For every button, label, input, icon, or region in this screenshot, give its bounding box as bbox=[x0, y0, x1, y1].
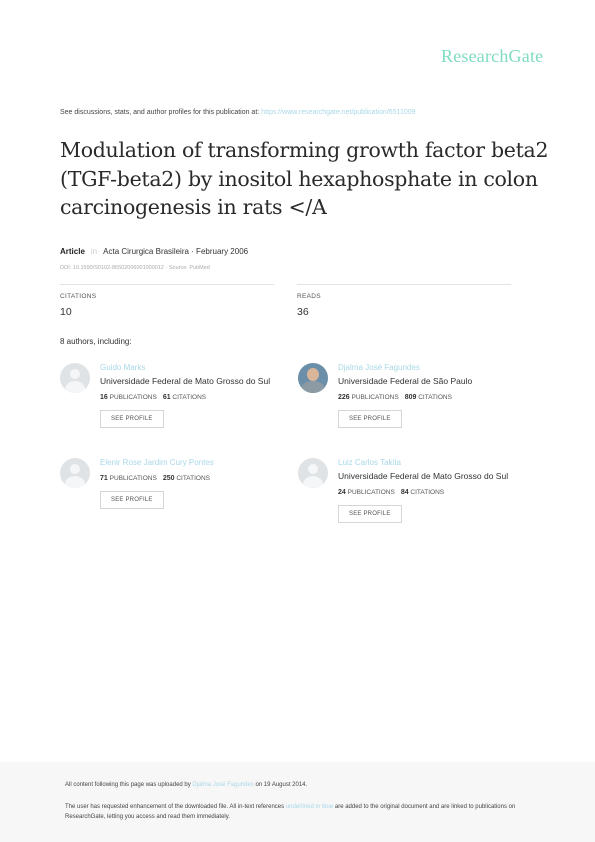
author-counts bbox=[100, 475, 214, 482]
reads-value: 36 bbox=[297, 306, 309, 318]
citations-count: 84 bbox=[400, 489, 409, 496]
publications-count: 16 bbox=[100, 394, 108, 401]
publications-count: 24 bbox=[338, 489, 346, 496]
enhancement-notice-pre: The user has requested enhancement of the downloaded file. All in-text references bbox=[65, 804, 286, 810]
see-profile-button[interactable]: SEE PROFILE bbox=[100, 491, 164, 509]
avatar-placeholder-icon[interactable] bbox=[60, 363, 90, 393]
see-profile-button[interactable]: SEE PROFILE bbox=[338, 410, 402, 428]
publication-url-link[interactable]: https://www.researchgate.net/publication/6511009 bbox=[261, 109, 416, 116]
discussions-text: See discussions, stats, and author profiles for this publication at: bbox=[60, 109, 262, 116]
upload-notice-post: on 19 August 2014. bbox=[253, 782, 308, 788]
underlined-in-blue-link[interactable]: underlined in blue bbox=[285, 804, 334, 810]
citations-label: CITATIONS bbox=[176, 475, 211, 482]
reads-stat bbox=[297, 284, 511, 318]
citations-label: CITATIONS bbox=[418, 394, 452, 401]
see-profile-button[interactable]: SEE PROFILE bbox=[338, 505, 402, 523]
author-name-link[interactable]: Guido Marks bbox=[100, 363, 146, 372]
publications-label: PUBLICATIONS bbox=[347, 489, 395, 496]
author-counts bbox=[338, 489, 508, 496]
authors-heading: 8 authors, including: bbox=[60, 337, 132, 346]
author-name-link[interactable]: Luiz Carlos Takita bbox=[338, 458, 401, 467]
avatar-placeholder-icon[interactable] bbox=[60, 458, 90, 488]
citations-count: 61 bbox=[162, 394, 171, 401]
see-profile-button[interactable]: SEE PROFILE bbox=[100, 410, 164, 428]
publications-count: 226 bbox=[338, 394, 350, 401]
uploader-link[interactable]: Djalma José Fagundes bbox=[192, 782, 254, 788]
reads-label: READS bbox=[297, 293, 321, 300]
doi-source: DOI: 10.1590/S0102-86502006001000012 · Source: PubMed bbox=[60, 265, 210, 271]
citations-value: 10 bbox=[60, 306, 72, 318]
author-counts bbox=[100, 394, 270, 401]
discussions-line bbox=[60, 109, 416, 116]
citations-count: 250 bbox=[162, 475, 175, 482]
researchgate-logo[interactable]: ResearchGate bbox=[441, 46, 544, 66]
author-name-link[interactable]: Elenir Rose Jardim Cury Pontes bbox=[100, 458, 214, 467]
author-counts bbox=[338, 394, 472, 401]
enhancement-notice bbox=[65, 802, 535, 822]
upload-notice-pre: All content following this page was uploaded by bbox=[65, 782, 193, 788]
citations-label: CITATIONS bbox=[410, 489, 445, 496]
upload-notice bbox=[65, 782, 307, 788]
publications-count: 71 bbox=[100, 475, 108, 482]
author-name-link[interactable]: Djalma José Fagundes bbox=[338, 363, 420, 372]
footer bbox=[0, 762, 595, 842]
author-affiliation: Universidade Federal de Mato Grosso do Sul bbox=[100, 376, 271, 386]
publication-meta bbox=[60, 247, 248, 256]
enhancement-notice-post: are added to the original document and are linked to publications on ResearchGate, letting you access and read them immediately. bbox=[65, 804, 516, 820]
meta-separator: in bbox=[90, 247, 98, 256]
publication-title: Modulation of transforming growth factor beta2 (TGF-beta2) by inositol hexaphosphate in colon carcinogenesis in rats </A bbox=[60, 138, 549, 219]
author-affiliation: Universidade Federal de Mato Grosso do Sul bbox=[338, 471, 509, 481]
citations-label: CITATIONS bbox=[172, 394, 207, 401]
avatar-placeholder-icon[interactable] bbox=[298, 458, 328, 488]
publications-label: PUBLICATIONS bbox=[109, 475, 157, 482]
citations-label: CITATIONS bbox=[60, 293, 97, 300]
publications-label: PUBLICATIONS bbox=[351, 394, 399, 401]
journal-info: Acta Cirurgica Brasileira · February 2006 bbox=[103, 247, 249, 256]
author-photo[interactable] bbox=[298, 363, 328, 393]
publications-label: PUBLICATIONS bbox=[109, 394, 157, 401]
author-affiliation: Universidade Federal de São Paulo bbox=[338, 376, 473, 386]
publication-type: Article bbox=[60, 247, 85, 256]
citations-stat bbox=[60, 284, 274, 318]
citations-count: 809 bbox=[404, 394, 417, 401]
